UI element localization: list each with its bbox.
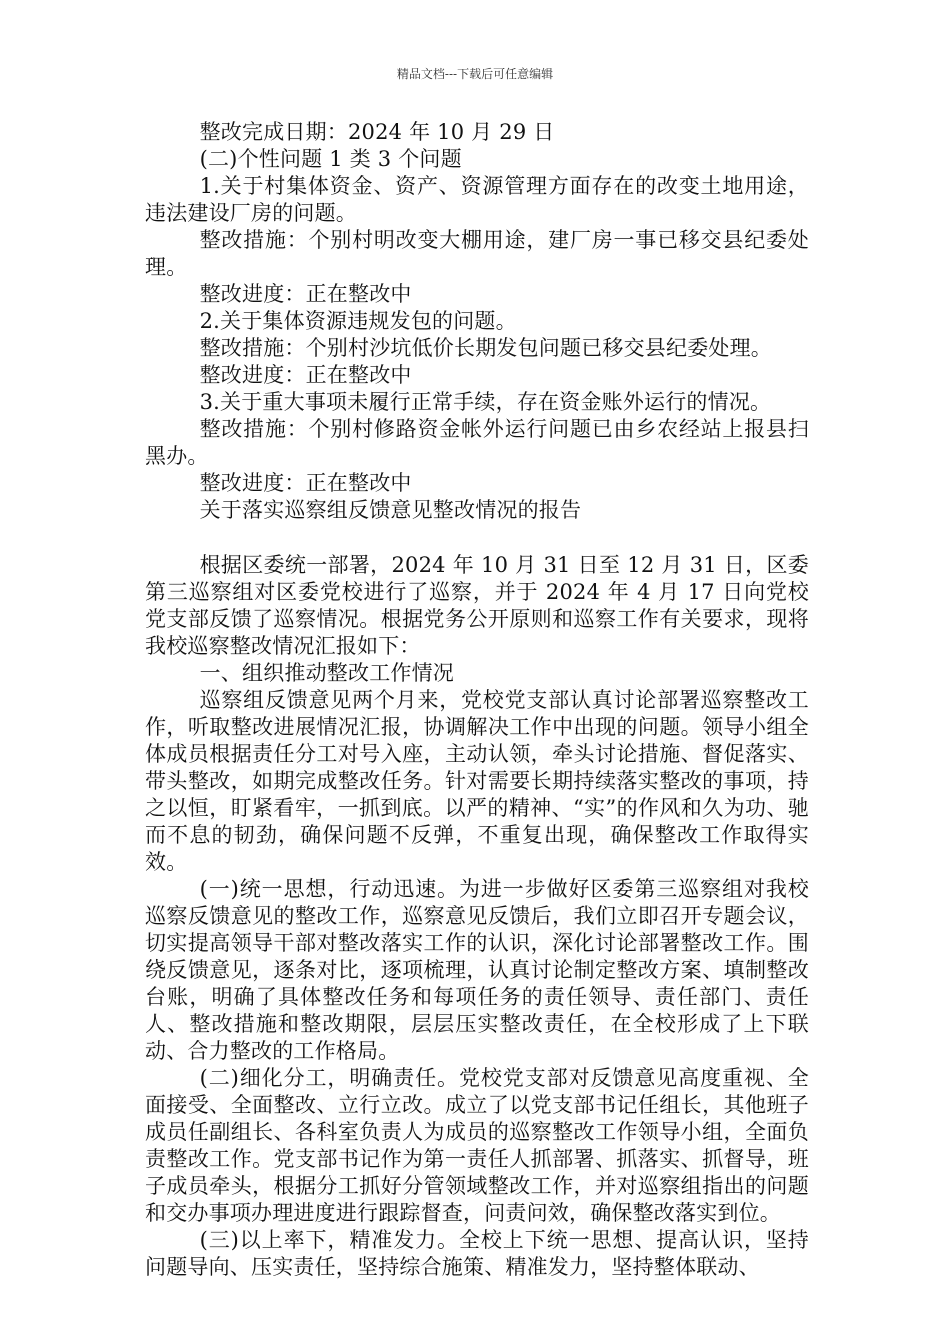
issue-2-text: 2.关于集体资源违规发包的问题。 <box>199 309 517 333</box>
issue-3-progress: 整改进度：正在整改中 <box>199 471 412 495</box>
report-intro-paragraph: 根据区委统一部署，2024 年 10 月 31 日至 12 月 31 日，区委第三巡察组对区委党校进行了巡察，并于 2024 年 4 月 17 日向党校党支部反馈了巡察情况。根据党务公开原则和巡察工作有关要求，现将我校巡察整改情况汇报如下： <box>145 553 809 658</box>
document-body <box>145 119 809 1281</box>
issue-3-measure: 整改措施：个别村修路资金帐外运行问题已由乡农经站上报县扫黑办。 <box>145 417 809 468</box>
report-title: 关于落实巡察组反馈意见整改情况的报告 <box>199 498 582 522</box>
issue-1-measure: 整改措施：个别村明改变大棚用途，建厂房一事已移交县纪委处理。 <box>145 228 809 279</box>
issue-3-text: 3.关于重大事项未履行正常手续，存在资金账外运行的情况。 <box>199 390 772 414</box>
issue-1-text: 1.关于村集体资金、资产、资源管理方面存在的改变土地用途，违法建设厂房的问题。 <box>145 174 809 225</box>
section-heading-individual-issues: (二)个性问题 1 类 3 个问题 <box>199 147 462 171</box>
subsection-2-paragraph: (二)细化分工，明确责任。党校党支部对反馈意见高度重视、全面接受、全面整改、立行立改。成立了以党支部书记任组长，其他班子成员任副组长、各科室负责人为成员的巡察整改工作领导小组，全面负责整改工作。党支部书记作为第一责任人抓部署、抓落实、抓督导，班子成员牵头，根据分工抓好分管领域整改工作，并对巡察组指出的问题和交办事项办理进度进行跟踪督查，问责问效，确保整改落实到位。 <box>145 1066 809 1225</box>
subsection-3-paragraph: (三)以上率下，精准发力。全校上下统一思想、提高认识，坚持问题导向、压实责任，坚持综合施策、精准发力，坚持整体联动、 <box>145 1228 809 1279</box>
page-header-watermark: 精品文档---下载后可任意编辑 <box>396 67 554 81</box>
issue-1-progress: 整改进度：正在整改中 <box>199 282 412 306</box>
issue-2-progress: 整改进度：正在整改中 <box>199 363 412 387</box>
completion-date-line: 整改完成日期：2024 年 10 月 29 日 <box>199 120 555 144</box>
organization-paragraph: 巡察组反馈意见两个月来，党校党支部认真讨论部署巡察整改工作，听取整改进展情况汇报，协调解决工作中出现的问题。领导小组全体成员根据责任分工对号入座，主动认领，牵头讨论措施、督促落实、带头整改，如期完成整改任务。针对需要长期持续落实整改的事项，持之以恒，盯紧看牢，一抓到底。以严的精神、“实”的作风和久为功、驰而不息的韧劲，确保问题不反弹，不重复出现，确保整改工作取得实效。 <box>145 688 809 874</box>
issue-2-measure: 整改措施：个别村沙坑低价长期发包问题已移交县纪委处理。 <box>199 336 772 360</box>
section-heading-organization: 一、组织推动整改工作情况 <box>199 661 454 685</box>
subsection-1-paragraph: (一)统一思想，行动迅速。为进一步做好区委第三巡察组对我校巡察反馈意见的整改工作，巡察意见反馈后，我们立即召开专题会议，切实提高领导干部对整改落实工作的认识，深化讨论部署整改工作。围绕反馈意见，逐条对比，逐项梳理，认真讨论制定整改方案、填制整改台账，明确了具体整改任务和每项任务的责任领导、责任部门、责任人、整改措施和整改期限，层层压实整改责任，在全校形成了上下联动、合力整改的工作格局。 <box>145 877 809 1063</box>
